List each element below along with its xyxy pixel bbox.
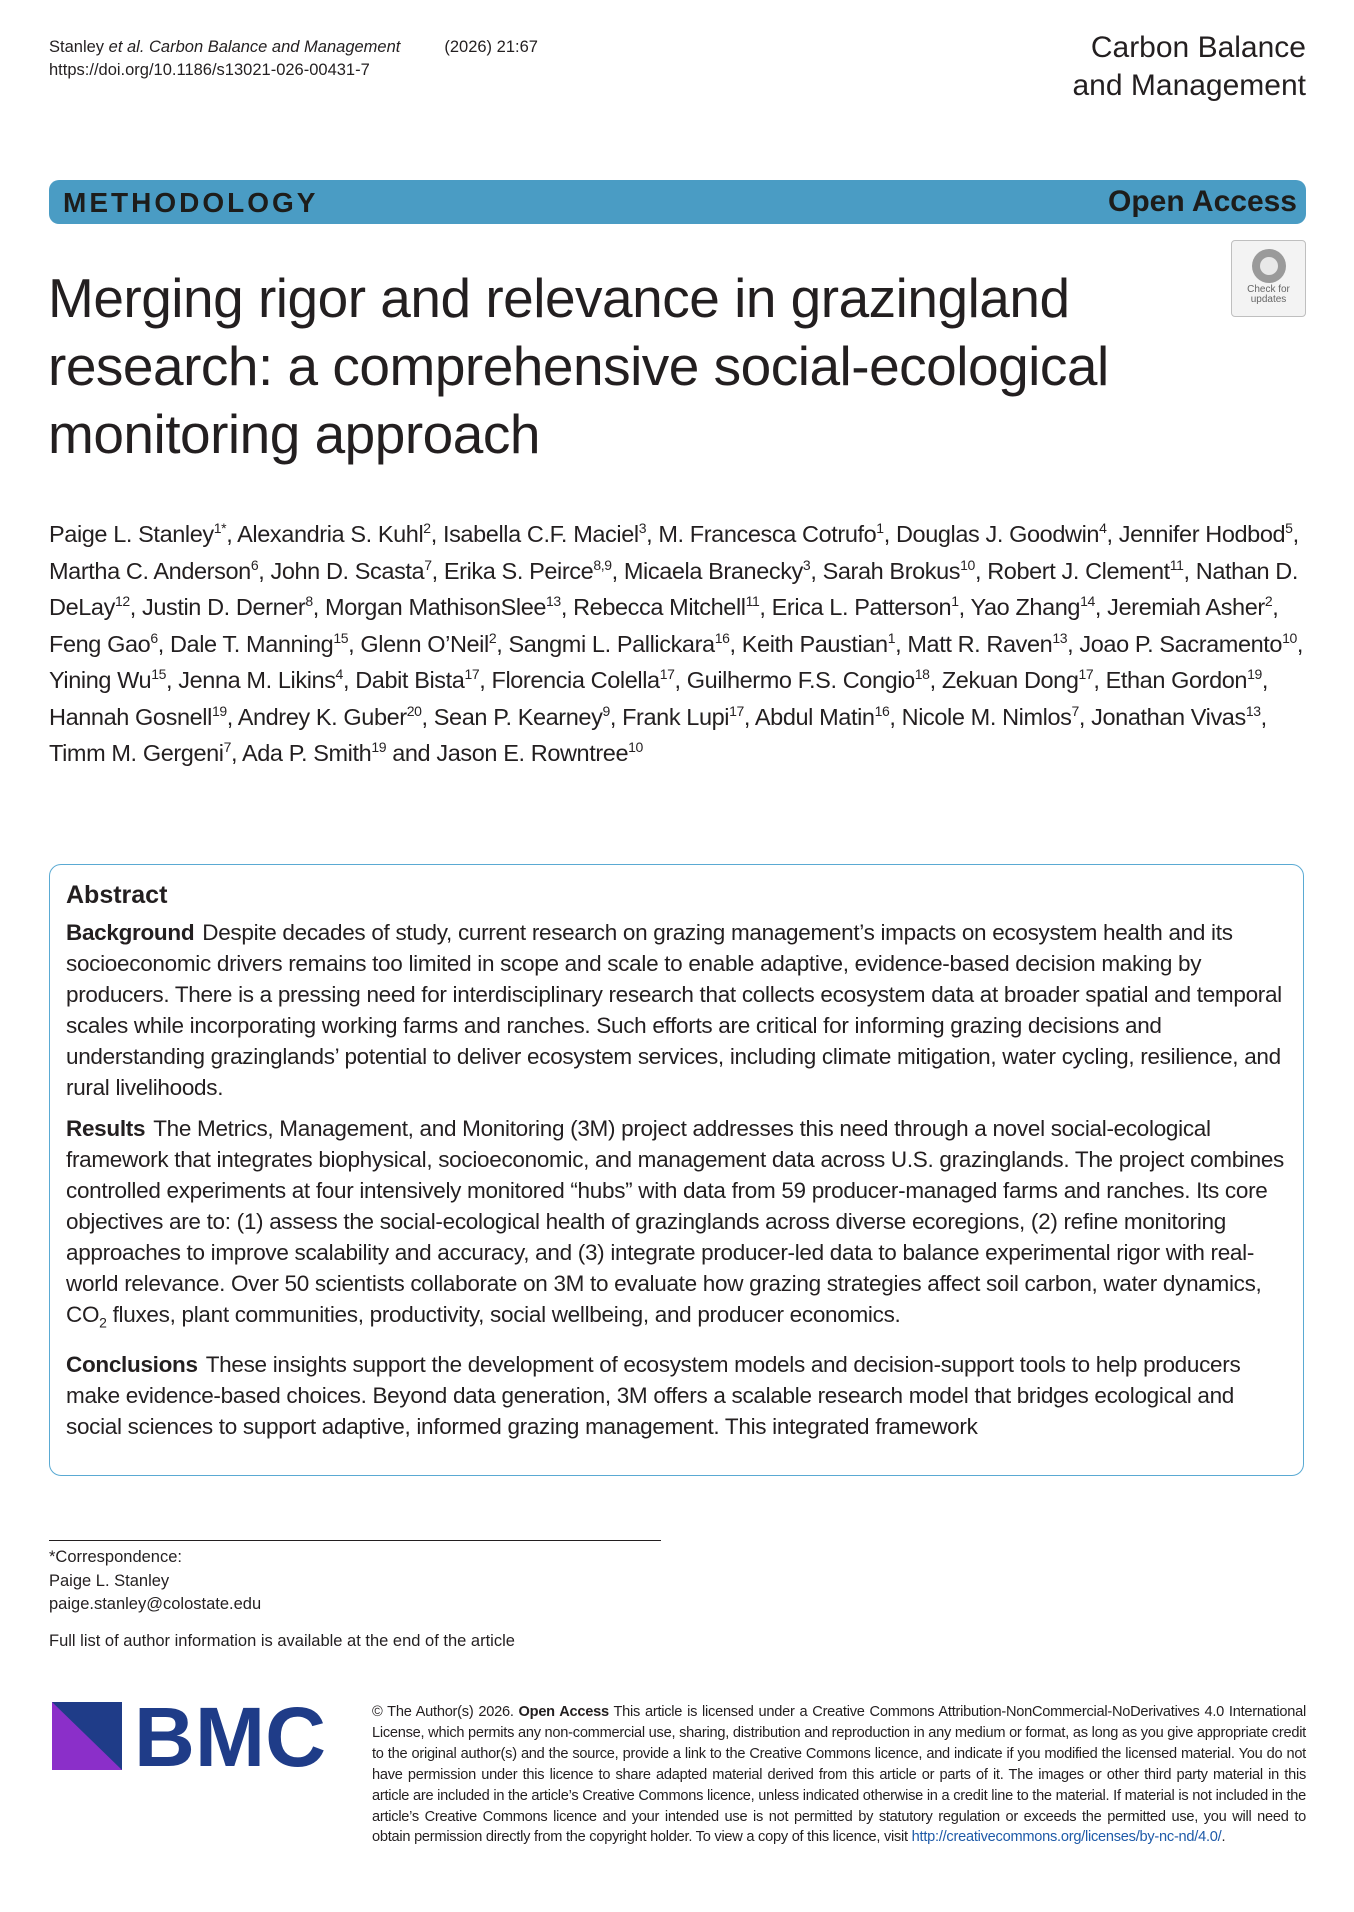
author-name: Jason E. Rowntree — [436, 740, 629, 766]
author-affiliation: 18 — [914, 666, 930, 683]
crossmark-icon — [1252, 249, 1286, 283]
license-statement — [372, 1702, 1306, 1848]
author-affiliation: 16 — [714, 629, 730, 646]
check-updates-line1: Check for — [1247, 284, 1290, 295]
author — [238, 704, 422, 730]
author-affiliation: 8,9 — [593, 556, 612, 573]
author-affiliation: 5 — [1285, 520, 1293, 537]
author-affiliation: 7 — [424, 556, 432, 573]
author-name: Douglas J. Goodwin — [895, 521, 1100, 547]
author — [237, 521, 431, 547]
svg-text:BMC: BMC — [134, 1700, 326, 1772]
author-and: and — [386, 740, 437, 766]
abstract-heading: Abstract — [66, 881, 168, 909]
author-name: Glenn O’Neil — [360, 630, 489, 657]
conclusions-text: These insights support the development of ecosystem models and decision-support tools to help producers make evidence-based choices. Beyond data generation, 3M offers a scalable research model that bridges ecological and social sciences to support adaptive, informed grazing management. This integrated framework — [66, 1351, 1241, 1439]
author-name: Erica L. Patterson — [771, 594, 952, 620]
check-updates-line2: updates — [1250, 294, 1287, 305]
author — [355, 667, 479, 693]
author — [1106, 667, 1262, 693]
author — [823, 558, 975, 584]
author-name: John D. Scasta — [270, 557, 425, 584]
author-affiliation: 6 — [250, 556, 259, 573]
abstract-background — [66, 917, 1286, 1103]
copyright: © The Author(s) 2026. — [372, 1704, 514, 1720]
citation-etal: et al. — [108, 38, 145, 56]
author — [896, 521, 1107, 547]
author-name: Jennifer Hodbod — [1118, 521, 1286, 547]
background-text: Despite decades of study, current research on grazing management’s impacts on ecosystem health and its socioeconomic drivers remains too limited in scope and scale to enable adaptive, evidence-based decision making by producers. There is a pressing need for interdisciplinary research that collects ecosystem data at broader spatial and temporal scales while incorporating working farms and ranches. Such efforts are critical for informing grazing decisions and understanding grazinglands’ potential to deliver ecosystem services, including climate mitigation, water cycling, resilience, and rural livelihoods. — [66, 920, 1282, 1100]
author-affiliation: 17 — [659, 666, 675, 683]
author — [434, 704, 610, 730]
author-name: Keith Paustian — [741, 630, 888, 657]
author-name: Ada P. Smith — [241, 740, 372, 766]
author-affiliation: 2 — [423, 520, 431, 537]
author-name: Nicole M. Nimlos — [901, 703, 1072, 730]
author-name: Yao Zhang — [970, 594, 1081, 620]
author — [436, 740, 643, 766]
author-affiliation: 6 — [150, 629, 158, 646]
author-name: Yining Wu — [49, 667, 152, 693]
author — [987, 558, 1183, 584]
author-name: Ethan Gordon — [1105, 667, 1248, 693]
author — [142, 594, 313, 620]
author — [742, 631, 895, 657]
author-name: Feng Gao — [49, 630, 151, 657]
author — [360, 631, 496, 657]
license-text: This article is licensed under a Creative Commons Attribution-NonCommercial-NoDerivatives 4.0 International License, which permits any non-commercial use, sharing, distribution and reproduction in any medium or format, as long as you give appropriate credit to the original author(s) and the source, provide a link to the Creative Commons licence, and indicate if you modified the licensed material. You do not have permission under this licence to share adapted material derived from this article or parts of it. The images or other third party material in this article are included in the article’s Creative Commons licence, unless indicated otherwise in a credit line to the material. If material is not included in the article’s Creative Commons licence and your intended use is not permitted by statutory regulation or exceeds the permitted use, you will need to obtain permission directly from the copyright holder. To view a copy of this licence, visit — [372, 1704, 1306, 1846]
author-affiliation: 10 — [960, 556, 975, 573]
article-type-banner — [49, 180, 1306, 224]
author — [49, 521, 226, 547]
article-title: Merging rigor and relevance in grazingland research: a comprehensive social-ecological monitoring approach — [48, 267, 1109, 465]
abstract-box — [49, 864, 1304, 1476]
author-name: Dale T. Manning — [169, 630, 334, 657]
author-affiliation: 7 — [223, 739, 232, 756]
correspondence-email[interactable]: paige.stanley@colostate.edu — [49, 1595, 262, 1613]
author-affiliation: 17 — [464, 666, 480, 683]
author — [242, 740, 386, 766]
author — [970, 594, 1094, 620]
author — [49, 631, 158, 657]
author-name: Frank Lupi — [622, 703, 730, 730]
full-author-info-note: Full list of author information is available at the end of the article — [49, 1632, 515, 1650]
abstract-conclusions — [66, 1349, 1286, 1442]
author — [443, 521, 646, 547]
citation-line — [49, 36, 538, 59]
author-name: Martha C. Anderson — [49, 557, 251, 584]
author-affiliation: 19 — [211, 702, 227, 719]
author-name: Rebecca Mitchell — [573, 594, 746, 620]
open-access-label: Open Access — [1108, 185, 1297, 218]
author-affiliation: 3 — [802, 556, 811, 573]
results-label: Results — [66, 1116, 146, 1141]
author-affiliation: 1* — [213, 520, 227, 537]
author — [687, 667, 930, 693]
background-label: Background — [66, 920, 195, 945]
author-affiliation: 2 — [488, 629, 497, 646]
author-affiliation: 15 — [333, 629, 349, 646]
author-name: Abdul Matin — [754, 703, 875, 730]
citation-year: (2026) 21:67 — [444, 38, 538, 56]
results-text-b: fluxes, plant communities, productivity, social wellbeing, and producer economics. — [106, 1302, 901, 1327]
author-affiliation: 4 — [1099, 520, 1107, 537]
license-end: . — [1221, 1829, 1226, 1846]
author-affiliation: 15 — [151, 666, 166, 683]
author — [658, 521, 883, 547]
author — [573, 594, 759, 620]
author — [491, 667, 674, 693]
journal-name-line2: and Management — [1072, 69, 1306, 102]
doi-link[interactable]: https://doi.org/10.1186/s13021-026-00431-7 — [49, 61, 370, 79]
author-affiliation: 13 — [546, 593, 561, 610]
author-name: Guilhermo F.S. Congio — [686, 667, 915, 693]
author-affiliation: 13 — [1245, 702, 1261, 719]
author-name: Morgan MathisonSlee — [325, 594, 547, 620]
license-open-access: Open Access — [518, 1704, 609, 1720]
author-name: Paige L. Stanley — [49, 521, 214, 547]
author — [1079, 631, 1296, 657]
citation-authors: Stanley — [49, 38, 105, 56]
author — [622, 704, 744, 730]
author-name: Micaela Branecky — [623, 557, 803, 584]
citation-journal: Carbon Balance and Management — [149, 38, 401, 56]
article-type: METHODOLOGY — [63, 187, 319, 218]
author-affiliation: 12 — [114, 593, 130, 610]
author-name: Joao P. Sacramento — [1079, 630, 1283, 657]
author-affiliation: 4 — [335, 666, 343, 683]
author-affiliation: 16 — [874, 702, 890, 719]
author-affiliation: 13 — [1052, 629, 1068, 646]
results-text-a: The Metrics, Management, and Monitoring (3M) project addresses this need through a novel social-ecological framework that integrates biophysical, socioeconomic, and management data across U.S. grazinglands. The project combines controlled experiments at four intensively monitored “hubs” with data from 59 producer-managed farms and ranches. Its core objectives are to: (1) assess the social-ecological health of grazinglands across diverse ecoregions, (2) refine monitoring approaches to improve scalability and accuracy, and (3) integrate producer-led data to balance experimental rigor with real-world relevance. Over 50 scientists collaborate on 3M to evaluate how grazing strategies affect soil carbon, water dynamics, CO — [66, 1116, 1284, 1327]
footnote-divider — [49, 1540, 661, 1541]
author-affiliation: 10 — [628, 739, 643, 756]
check-for-updates-button[interactable] — [1231, 240, 1306, 317]
author-affiliation: 17 — [729, 702, 744, 719]
author-affiliation: 1 — [876, 520, 884, 537]
author — [907, 631, 1067, 657]
author-affiliation: 11 — [745, 593, 760, 610]
abstract-results — [66, 1113, 1286, 1339]
author-name: Andrey K. Guber — [237, 703, 407, 730]
bmc-logo — [52, 1700, 332, 1772]
author-affiliation: 14 — [1080, 593, 1095, 610]
author — [49, 740, 231, 766]
author-affiliation: 7 — [1071, 702, 1079, 719]
author — [444, 558, 612, 584]
author-affiliation: 11 — [1169, 556, 1184, 573]
author-name: Erika S. Peirce — [443, 557, 594, 584]
author — [1107, 594, 1272, 620]
author — [325, 594, 561, 620]
author-affiliation: 10 — [1282, 629, 1297, 646]
author — [942, 667, 1093, 693]
author-name: Zekuan Dong — [941, 667, 1079, 693]
author — [772, 594, 959, 620]
author — [902, 704, 1079, 730]
author — [178, 667, 343, 693]
author-name: Matt R. Raven — [907, 630, 1053, 657]
author — [624, 558, 810, 584]
author-name: Justin D. Derner — [141, 594, 306, 620]
journal-name-line1: Carbon Balance — [1090, 31, 1306, 64]
conclusions-label: Conclusions — [66, 1351, 198, 1377]
author-name: Isabella C.F. Maciel — [442, 521, 639, 547]
author — [1119, 521, 1293, 547]
author-affiliation: 1 — [951, 593, 959, 610]
author — [49, 558, 258, 584]
author — [49, 704, 227, 730]
author-name: Dabit Bista — [355, 667, 465, 693]
author-name: Florencia Colella — [491, 667, 660, 693]
author-name: Timm M. Gergeni — [49, 740, 224, 766]
author-name: Jonathan Vivas — [1091, 703, 1246, 730]
author-name: Sangmi L. Pallickara — [508, 630, 715, 657]
author-affiliation: 8 — [305, 593, 313, 610]
author — [270, 558, 431, 584]
author-name: Sean P. Kearney — [433, 703, 603, 730]
author — [1091, 704, 1260, 730]
author-name: Nathan D. DeLay — [49, 557, 1298, 620]
author-affiliation: 17 — [1078, 666, 1094, 683]
author-name: Hannah Gosnell — [49, 703, 212, 730]
author-name: Jeremiah Asher — [1107, 594, 1265, 620]
journal-name — [1073, 29, 1307, 105]
author-affiliation: 19 — [1247, 666, 1262, 683]
author-affiliation: 3 — [638, 520, 647, 537]
author — [170, 631, 348, 657]
author-list: Paige L. Stanley$^{1*}$, Alexandria S. Kuhl$^2$, Isabella C.F. Maciel$^3$, M. Francesca Cotrufo$^1$, Douglas J. Goodwin$^4$, Jennifer Hodbod$^5$, Martha C. Anderson$^6$, John D. Scasta$^7$, Erika S. Peirce$^{8,9}$, Micaela Branecky$^3$, Sarah Brokus$^{10}$, Robert J. Clement$^{11}$, Nathan D. DeLay$^{12}$, Justin D. Derner$^8$, Morgan MathisonSlee$^{13}$, Rebecca Mitchell$^{11}$, Erica L. Patterson$^1$, Yao Zhang$^{14}$, Jeremiah Asher$^2$, Feng Gao$^6$, Dale T. Manning$^{15}$, Glenn O’Neil$^2$, Sangmi L. Pallickara$^{16}$, Keith Paustian$^1$, Matt R. Raven$^{13}$, Joao P. Sacramento$^{10}$, Yining Wu$^{15}$, Jenna M. Likins$^4$, Dabit Bista$^{17}$, Florencia Colella$^{17}$, Guilhermo F.S. Congio$^{18}$, Zekuan Dong$^{17}$, Ethan Gordon$^{19}$, Hannah Gosnell$^{19}$, Andrey K. Guber$^{20}$, Sean P. Kearney$^9$, Frank Lupi$^{17}$, Abdul Matin$^{16}$, Nicole M. Nimlos$^7$, Jonathan Vivas$^{13}$, Timm M. Gergeni$^7$, Ada P. Smith$^{19}$ and Jason E. Rowntree$^{10}$ — [49, 520, 1304, 766]
author-affiliation: 2 — [1264, 593, 1273, 610]
author-name: Alexandria S. Kuhl — [237, 521, 424, 547]
author-affiliation: 20 — [406, 702, 422, 719]
author-name: Robert J. Clement — [987, 557, 1170, 584]
author — [755, 704, 889, 730]
correspondence-label: *Correspondence: — [49, 1548, 182, 1566]
author-affiliation: 1 — [887, 629, 896, 646]
author — [49, 667, 166, 693]
running-header — [49, 36, 538, 82]
author-name: Jenna M. Likins — [178, 667, 336, 693]
author-affiliation: 19 — [371, 739, 387, 756]
license-link[interactable]: http://creativecommons.org/licenses/by-nc-nd/4.0/ — [911, 1829, 1222, 1846]
author — [508, 631, 729, 657]
author-name: Sarah Brokus — [822, 557, 961, 584]
correspondence-name: Paige L. Stanley — [49, 1571, 170, 1590]
author-name: M. Francesca Cotrufo — [658, 521, 877, 547]
correspondence — [49, 1546, 261, 1617]
author-affiliation: 9 — [602, 702, 610, 719]
results-subscript: 2 — [99, 1314, 107, 1331]
